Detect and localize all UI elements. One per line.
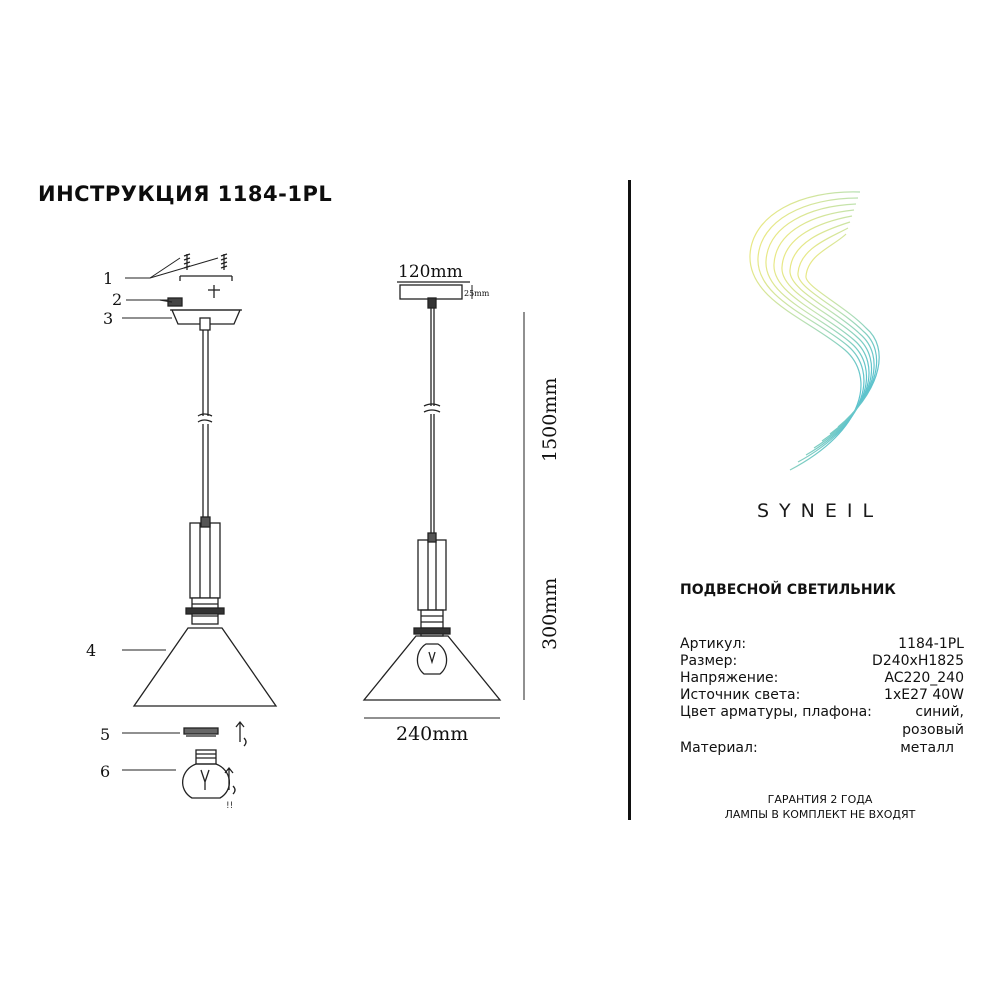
callout-6: 6 (100, 762, 111, 781)
spec-label: Напряжение: (680, 670, 779, 686)
canopy-height-label: 25mm (464, 289, 490, 298)
left-socket (186, 598, 224, 624)
spec-label: Артикул: (680, 636, 747, 652)
instruction-title: ИНСТРУКЦИЯ 1184-1PL (38, 182, 333, 206)
callout-1: 1 (103, 269, 114, 288)
brand-name: SYNEIL (756, 500, 884, 522)
product-type: ПОДВЕСНОЙ СВЕТИЛЬНИК (680, 582, 896, 598)
spec-value: металл (900, 740, 954, 756)
callout-5: 5 (100, 725, 111, 744)
spec-label: Источник света: (680, 687, 801, 703)
spec-value: AC220_240 (884, 670, 964, 686)
spec-value: D240xH1825 (872, 653, 964, 669)
right-socket (414, 610, 450, 636)
bulb-part (183, 750, 235, 798)
body-height-label: 300mm (539, 577, 561, 650)
lamps-not-included-line: ЛАМПЫ В КОМПЛЕКТ НЕ ВХОДЯТ (724, 808, 916, 821)
shade-diameter-label: 240mm (396, 723, 469, 745)
spec-label: Материал: (680, 740, 758, 756)
syneil-logo (750, 192, 879, 470)
right-bulb (417, 644, 446, 674)
spec-value: розовый (902, 722, 964, 738)
ring-part (184, 722, 246, 746)
mounting-bracket (160, 285, 220, 306)
left-lamp-body (190, 523, 220, 598)
right-lamp-body (418, 540, 446, 610)
right-canopy (400, 285, 462, 299)
left-shade (134, 628, 276, 706)
right-shade (364, 636, 500, 700)
note-mark: !! (226, 801, 234, 811)
cable-length-label: 1500mm (539, 377, 561, 462)
warranty-note (700, 792, 940, 822)
callout-3: 3 (103, 309, 114, 328)
spec-value: 1xE27 40W (884, 687, 964, 703)
warranty-line: ГАРАНТИЯ 2 ГОДА (767, 793, 873, 806)
canopy-diameter-label: 120mm (398, 262, 463, 282)
spec-label: Размер: (680, 653, 738, 669)
callout-2: 2 (112, 290, 123, 309)
spec-value: синий, (915, 704, 964, 720)
callout-4: 4 (86, 641, 97, 660)
spec-label: Цвет арматуры, плафона: (680, 704, 872, 720)
spec-value: 1184-1PL (898, 636, 964, 652)
mounting-screws (180, 254, 232, 281)
vertical-divider (628, 180, 631, 820)
